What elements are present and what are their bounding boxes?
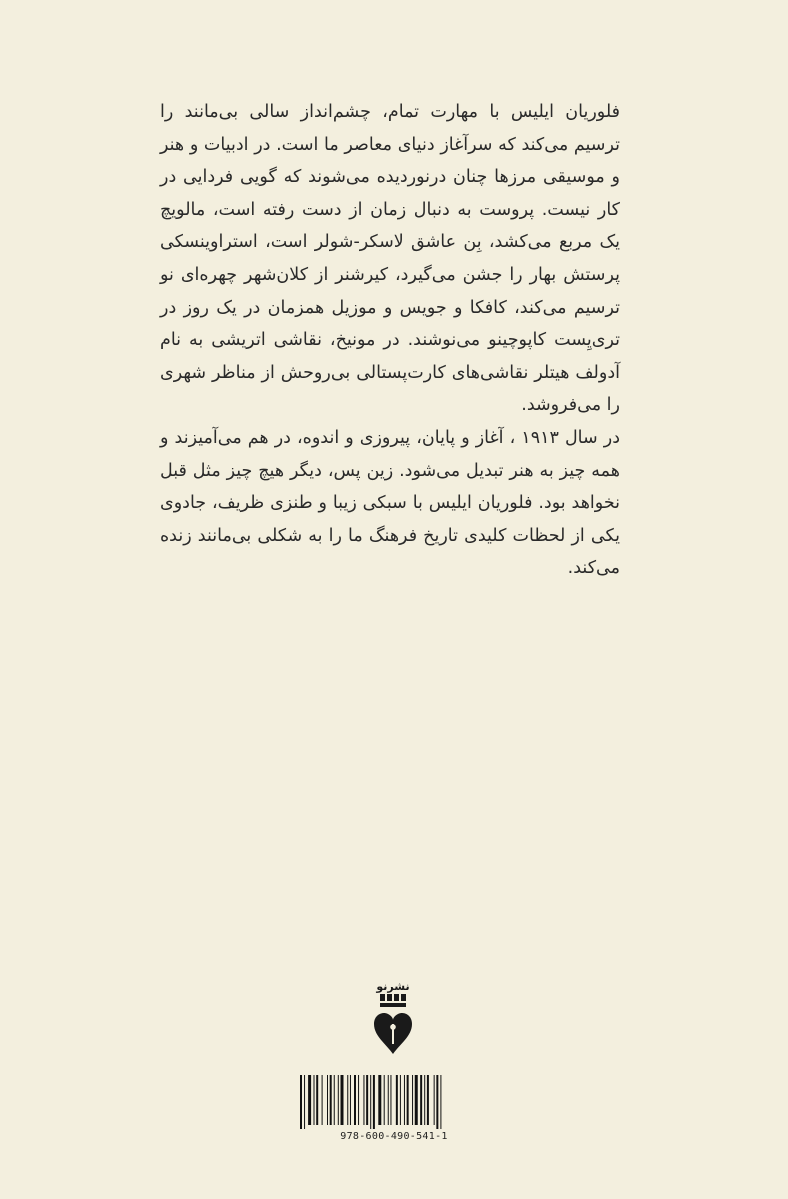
back-cover-blurb [160, 96, 620, 585]
publisher-logo [368, 980, 418, 1060]
publisher-name: نشرنو [376, 980, 410, 993]
pen-nib-heart-icon [372, 994, 414, 1058]
isbn-number: 978-600-490-541-1 [340, 1131, 448, 1142]
blurb-paragraph-1: فلوریان ایلیس با مهارت تمام، چشم‌انداز سالی بی‌مانند را ترسیم می‌کند که سرآغاز دنیای معاصر ما است. در ادبیات و هنر و موسیقی مرزها چنان درنوردیده می‌شوند که گویی فردایی در کار نیست. پروست به دنبال زمان از دست رفته است، مالویچ یک مربع می‌کشد، بِن عاشق لاسکر-شولر است، استراوینسکی پرستش بهار را جشن می‌گیرد، کیرشنر از کلان‌شهر چهره‌ای نو ترسیم می‌کند، کافکا و جویس و موزیل همزمان در یک روز در تری‌یِست کاپوچینو می‌نوشند. در مونیخ، نقاشی اتریشی به نام آدولف هیتلر نقاشی‌های کارت‌پستالی بی‌روحش از مناظر شهری را می‌فروشد. [160, 102, 620, 416]
blurb-paragraph-2: در سال ۱۹۱۳ ، آغاز و پایان، پیروزی و اندوه، در هم می‌آمیزند و همه چیز به هنر تبدیل می‌شود. زین پس، دیگر هیچ چیز مثل قبل نخواهد بود. فلوریان ایلیس با سبکی زیبا و طنزی ظریف، جادوی یکی از لحظات کلیدی تاریخ فرهنگ ما را به شکلی بی‌مانند زنده می‌کند. [160, 427, 620, 579]
barcode-icon [298, 1075, 490, 1129]
